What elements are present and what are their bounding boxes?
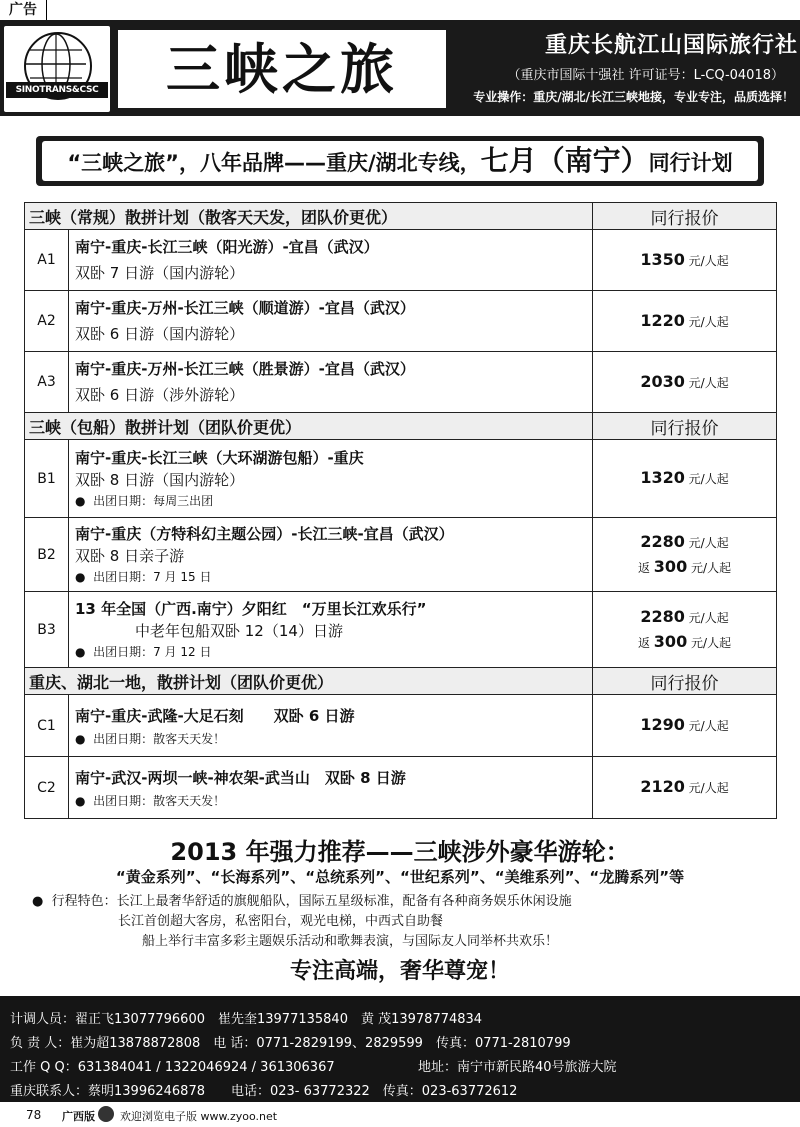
price-unit: 元/人起 — [688, 375, 729, 390]
route-line: 南宁-重庆-武隆-大足石刻 双卧 6 日游 — [75, 706, 355, 725]
trip-type: 双卧 8 日亲子游 — [75, 546, 185, 565]
section-title: 三峡（常规）散拼计划（散客天天发，团队价更优） — [25, 203, 593, 230]
table-row — [25, 440, 777, 518]
price-unit: 元/人起 — [688, 253, 729, 268]
section-header — [25, 668, 777, 695]
rebate-unit: 元/人起 — [691, 560, 732, 575]
route-line: 南宁-武汉-两坝一峡-神农架-武当山 双卧 8 日游 — [75, 768, 406, 787]
promo-section — [24, 826, 776, 991]
trip-type: 中老年包船双卧 12（14）日游 — [135, 621, 343, 640]
row-desc — [69, 440, 593, 518]
price-header: 同行报价 — [593, 668, 777, 695]
departure-note: ● 出团日期：散客天天发！ — [75, 731, 226, 746]
row-desc — [69, 291, 593, 352]
promo-feature-1: ● 行程特色：长江上最奢华舒适的旗舰船队，国际五星级标准，配备有各种商务娱乐休闲设施 — [32, 894, 572, 909]
row-desc — [69, 230, 593, 291]
table-row — [25, 757, 777, 819]
section-header — [25, 203, 777, 230]
promo-series: “黄金系列”、“长海系列”、“总统系列”、“世纪系列”、“美维系列”、“龙腾系列”等 — [115, 868, 685, 886]
row-desc — [69, 352, 593, 413]
row-desc — [69, 695, 593, 757]
logo-text: SINOTRANS&CSC — [6, 82, 108, 98]
price-header: 同行报价 — [593, 413, 777, 440]
row-price — [593, 695, 777, 757]
price-unit: 元/人起 — [688, 610, 729, 625]
price-value: 2280 — [640, 531, 685, 551]
ad-tag: 广告 — [0, 0, 47, 21]
departure-note: ● 出团日期：7 月 12 日 — [75, 644, 212, 659]
banner-text — [42, 141, 758, 181]
price-value: 2120 — [640, 777, 685, 796]
table-row — [25, 695, 777, 757]
route-line: 南宁-重庆-万州-长江三峡（顺道游）-宜昌（武汉） — [75, 299, 415, 317]
price-unit: 元/人起 — [688, 781, 729, 795]
row-code: B2 — [25, 518, 69, 592]
route-line: 南宁-重庆-长江三峡（阳光游）-宜昌（武汉） — [75, 238, 379, 256]
promo-feature-3: 船上举行丰富多彩主题娱乐活动和歌舞表演，与国际友人同举杯共欢乐！ — [142, 934, 559, 949]
promo-feature-2: 长江首创超大客房，私密阳台，观光电梯，中西式自助餐 — [118, 914, 444, 929]
row-price — [593, 291, 777, 352]
title-box — [118, 30, 446, 108]
row-price — [593, 440, 777, 518]
slogan-text: 专业操作：重庆/湖北/长江三峡地接，专业专注，品质选择！ — [473, 90, 794, 104]
row-price — [593, 757, 777, 819]
banner-part1: “三峡之旅”，八年品牌——重庆/湖北专线， — [67, 151, 481, 175]
price-value: 1290 — [640, 715, 685, 734]
price-value: 1320 — [640, 468, 685, 487]
row-code: A1 — [25, 230, 69, 291]
row-price — [593, 230, 777, 291]
row-code: B1 — [25, 440, 69, 518]
banner — [36, 136, 764, 186]
departure-text: 出团日期：每周三出团 — [93, 493, 214, 508]
row-desc — [69, 518, 593, 592]
departure-text: 出团日期：7 月 12 日 — [93, 644, 212, 659]
page-number: 78 — [26, 1108, 42, 1122]
rebate-label: 返 — [637, 635, 650, 650]
rebate-label: 返 — [637, 560, 650, 575]
table-row — [25, 352, 777, 413]
table-row — [25, 592, 777, 668]
row-code: A3 — [25, 352, 69, 413]
row-price — [593, 352, 777, 413]
agency-name: 重庆长航江山国际旅行社 — [544, 33, 798, 58]
contact-footer — [0, 996, 800, 1102]
table-row — [25, 230, 777, 291]
row-desc — [69, 757, 593, 819]
trip-type: 双卧 7 日游（国内游轮） — [75, 264, 245, 282]
promo-title: 2013 年强力推荐——三峡涉外豪华游轮： — [170, 838, 630, 866]
address-text: 地址：南宁市新民路40号旅游大院 — [418, 1060, 617, 1075]
row-price — [593, 518, 777, 592]
departure-text: 出团日期：7 月 15 日 — [93, 569, 212, 584]
rebate-value: 300 — [653, 556, 688, 576]
route-line: 南宁-重庆-万州-长江三峡（胜景游）-宜昌（武汉） — [75, 360, 415, 378]
banner-part2: 七月（南宁） — [480, 144, 649, 177]
rebate-unit: 元/人起 — [691, 635, 732, 650]
row-code: B3 — [25, 592, 69, 668]
price-value: 1220 — [640, 310, 685, 330]
route-line: 南宁-重庆（方特科幻主题公园）-长江三峡-宜昌（武汉） — [75, 524, 454, 543]
page-footer — [0, 1102, 800, 1127]
feature-text: 行程特色：长江上最奢华舒适的旗舰船队，国际五星级标准，配备有各种商务娱乐休闲设施 — [51, 894, 572, 909]
site-text[interactable]: 欢迎浏览电子版 www.zyoo.net — [120, 1110, 278, 1123]
departure-text: 出团日期：散客天天发！ — [93, 731, 226, 746]
section-header — [25, 413, 777, 440]
contact-row-1: 计调人员：翟正飞13077796600 崔先奎13977135840 黄 茂13978774834 — [10, 1012, 483, 1027]
price-unit: 元/人起 — [688, 535, 729, 550]
rebate-value: 300 — [653, 631, 688, 651]
departure-note: ● 出团日期：7 月 15 日 — [75, 569, 212, 584]
departure-text: 出团日期：散客天天发！ — [93, 793, 226, 808]
price-value: 2280 — [640, 606, 685, 626]
trip-type: 双卧 8 日游（国内游轮） — [75, 470, 245, 489]
price-header: 同行报价 — [593, 203, 777, 230]
page-title: 三峡之旅 — [166, 37, 398, 101]
price-value: 1350 — [640, 249, 685, 269]
edition-label: 广西版 — [62, 1110, 95, 1123]
logo — [4, 26, 110, 112]
row-code: C2 — [25, 757, 69, 819]
price-unit: 元/人起 — [688, 719, 729, 733]
badge-icon — [98, 1106, 114, 1122]
departure-note: ● 出团日期：散客天天发！ — [75, 793, 226, 808]
itinerary-table — [24, 202, 777, 819]
promo-tagline: 专注高端，奢华尊宠！ — [289, 959, 510, 984]
table-row — [25, 518, 777, 592]
license-text: （重庆市国际十强社 许可证号：L-CQ-04018） — [507, 68, 784, 83]
route-line: 13 年全国（广西.南宁）夕阳红 “万里长江欢乐行” — [75, 599, 427, 618]
section-title: 三峡（包船）散拼计划（团队价更优） — [25, 413, 593, 440]
price-unit: 元/人起 — [688, 472, 729, 486]
row-desc — [69, 592, 593, 668]
price-value: 2030 — [640, 371, 685, 391]
route-line: 南宁-重庆-长江三峡（大环湖游包船）-重庆 — [75, 448, 364, 467]
contact-row-2: 负 责 人：崔为超13878872808 电 话：0771-2829199、2829599 传真：0771-2810799 — [10, 1036, 571, 1051]
contact-row-4: 重庆联系人：蔡明13996246878 电话：023- 63772322 传真：023-63772612 — [10, 1084, 518, 1099]
qq-text: 工作 Q Q：631384041 / 1322046924 / 361306367 — [10, 1060, 335, 1075]
row-code: A2 — [25, 291, 69, 352]
trip-type: 双卧 6 日游（国内游轮） — [75, 325, 245, 343]
price-unit: 元/人起 — [688, 314, 729, 329]
section-title: 重庆、湖北一地，散拼计划（团队价更优） — [25, 668, 593, 695]
row-code: C1 — [25, 695, 69, 757]
table-row — [25, 291, 777, 352]
trip-type: 双卧 6 日游（涉外游轮） — [75, 386, 245, 404]
contact-row-3 — [10, 1056, 335, 1075]
departure-note: ● 出团日期：每周三出团 — [75, 493, 214, 508]
banner-part3: 同行计划 — [648, 151, 733, 175]
row-price — [593, 592, 777, 668]
